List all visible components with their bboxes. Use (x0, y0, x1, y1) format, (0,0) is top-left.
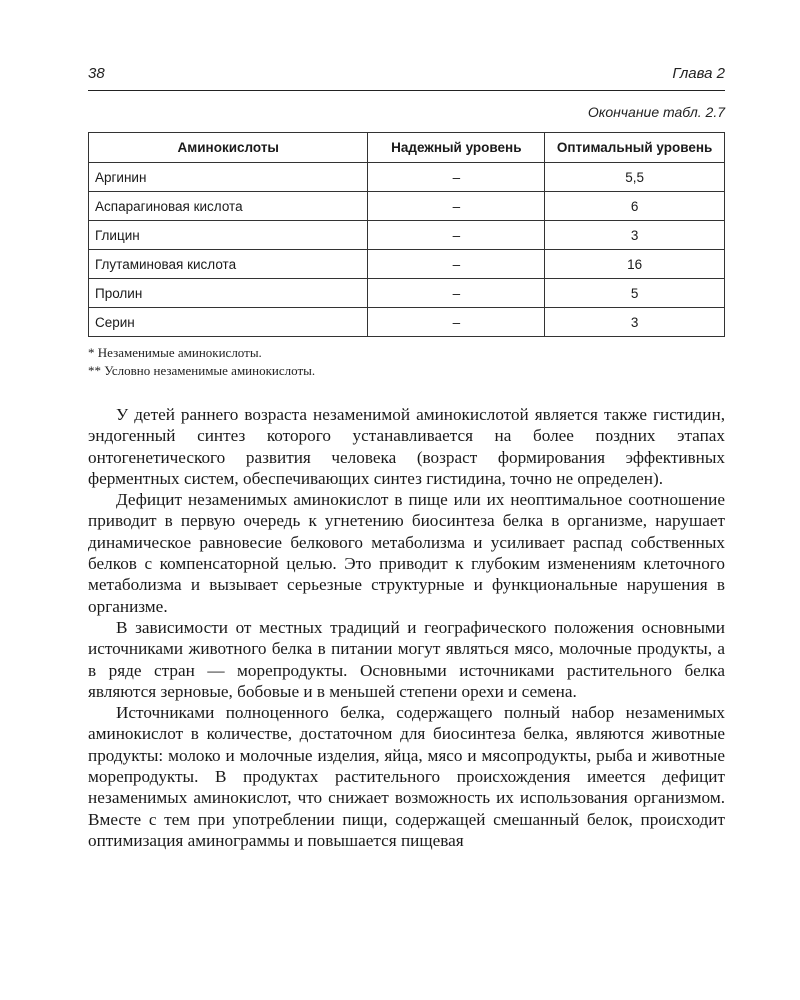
reliable-level-value: – (368, 308, 545, 337)
column-header-optimal-level: Оптимальный уровень (545, 133, 725, 163)
amino-acid-table (88, 132, 725, 337)
amino-acid-name: Глутаминовая кислота (89, 250, 368, 279)
paragraph: Дефицит незаменимых аминокислот в пище или их неоптимальное соотношение приводит в первую очередь к угнетению биосинтеза белка в организме, нарушает динамическое равновесие белкового метаболизма и усиливает распад собственных белков с компенсаторной целью. Это приводит к глубоким изменениям клеточного метаболизма и вызывает серьезные структурные и функциональные нарушения в организме. (88, 490, 725, 616)
table-row (89, 279, 725, 308)
optimal-level-value: 6 (545, 192, 725, 221)
table-row (89, 308, 725, 337)
footnote-essential: * Незаменимые аминокислоты. (88, 345, 262, 360)
column-header-amino-acids: Аминокислоты (89, 133, 368, 163)
reliable-level-value: – (368, 163, 545, 192)
paragraph: Источниками полноценного белка, содержащего полный набор незаменимых аминокислот в количестве, достаточном для биосинтеза белка, являются животные продукты: молоко и молочные изделия, яйца, мясо и мясопродукты, рыба и животные морепродукты. В продуктах растительного происхождения имеется дефицит незаменимых аминокислот, что снижает возможность их использования организмом. Вместе с тем при употреблении пищи, содержащей смешанный белок, происходит оптимизация аминограммы и повышается пищевая (88, 703, 725, 850)
chapter-title: Глава 2 (672, 65, 725, 82)
reliable-level-value: – (368, 221, 545, 250)
table-header-row (89, 133, 725, 163)
body-text (88, 404, 725, 851)
amino-acid-name: Глицин (89, 221, 368, 250)
paragraph: В зависимости от местных традиций и географического положения основными источниками животного белка в питании могут являться мясо, молочные продукты, а в ряде стран — морепродукты. Основными источниками растительного белка являются зерновые, бобовые и в меньшей степени орехи и семена. (88, 617, 725, 701)
amino-acid-name: Пролин (89, 279, 368, 308)
table-footnotes (88, 344, 315, 380)
optimal-level-value: 5,5 (545, 163, 725, 192)
footnote-conditionally-essential: ** Условно незаменимые аминокислоты. (88, 363, 316, 378)
page-header (88, 60, 725, 91)
table-row (89, 221, 725, 250)
amino-acid-name: Серин (89, 308, 368, 337)
reliable-level-value: – (368, 279, 545, 308)
optimal-level-value: 3 (545, 221, 725, 250)
reliable-level-value: – (368, 250, 545, 279)
table-row (89, 192, 725, 221)
amino-acid-name: Аргинин (89, 163, 368, 192)
page-number: 38 (88, 65, 105, 82)
table-row (89, 250, 725, 279)
paragraph: У детей раннего возраста незаменимой аминокислотой является также гистидин, эндогенный синтез которого устанавливается на более поздних этапах онтогенетического развития человека (возраст формирования эффективных ферментных систем, обеспечивающих синтез гистидина, точно не определен). (88, 405, 725, 488)
amino-acid-name: Аспарагиновая кислота (89, 192, 368, 221)
optimal-level-value: 16 (545, 250, 725, 279)
table-row (89, 163, 725, 192)
reliable-level-value: – (368, 192, 545, 221)
table-caption: Окончание табл. 2.7 (587, 104, 725, 120)
optimal-level-value: 5 (545, 279, 725, 308)
optimal-level-value: 3 (545, 308, 725, 337)
column-header-reliable-level: Надежный уровень (368, 133, 545, 163)
